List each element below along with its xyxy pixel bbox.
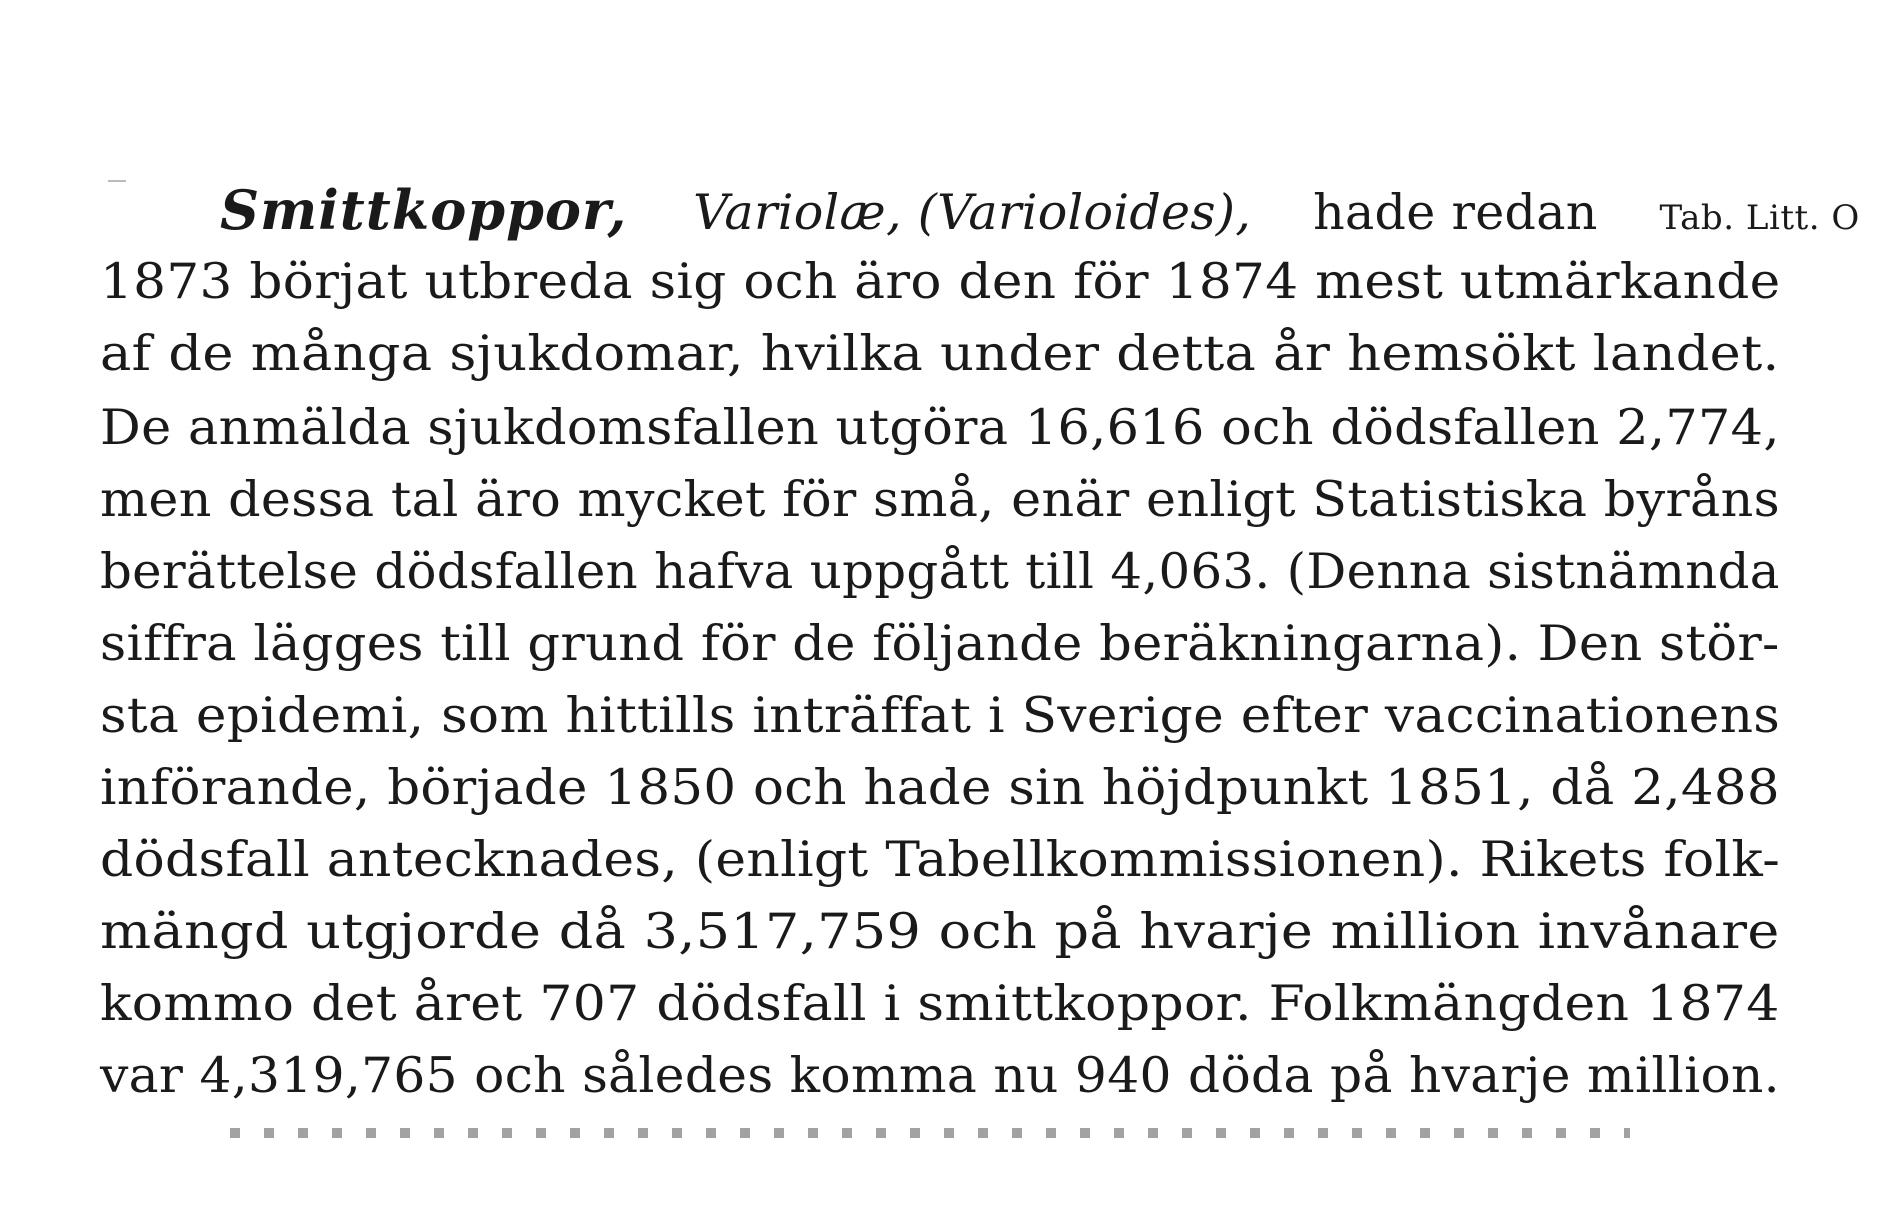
side-reference: Tab. Litt. O — [1659, 198, 1860, 238]
heading-term: Smittkoppor, — [220, 178, 628, 242]
text-line-3: af de många sjukdomar, hvilka under detta år hemsökt landet. — [100, 325, 1780, 382]
text-line-12: kommo det året 707 dödsfall i smittkoppor. Folkmängden 1874 — [100, 975, 1780, 1032]
text-line-8: sta epidemi, som hittills inträffat i Sverige efter vaccinationens — [100, 687, 1781, 744]
cropped-next-line — [230, 1128, 1630, 1138]
text-line-13: var 4,319,765 och således komma nu 940 döda på hvarje million. — [100, 1047, 1780, 1104]
text-line-7: siffra lägges till grund för de följande beräkningarna). Den stör- — [100, 615, 1780, 672]
text-line-2: 1873 börjat utbreda sig och äro den för 1874 mest utmärkande — [100, 253, 1781, 310]
text-line-11: mängd utgjorde då 3,517,759 och på hvarje million invånare — [100, 903, 1780, 960]
text-line-9: införande, började 1850 och hade sin höjdpunkt 1851, då 2,488 — [100, 759, 1780, 816]
print-speck — [108, 180, 126, 182]
text-line-10: dödsfall antecknades, (enligt Tabellkommissionen). Rikets folk- — [100, 831, 1781, 888]
text-line-1 — [220, 180, 1860, 240]
latin-term: Variolæ, (Varioloides), — [693, 184, 1252, 241]
text-line-4: De anmälda sjukdomsfallen utgöra 16,616 och dödsfallen 2,774, — [100, 399, 1780, 456]
text-line-5: men dessa tal äro mycket för små, enär enligt Statistiska byråns — [100, 471, 1780, 528]
line1-rest: hade redan — [1313, 184, 1598, 241]
text-line-6: berättelse dödsfallen hafva uppgått till 4,063. (Denna sistnämnda — [100, 543, 1780, 600]
